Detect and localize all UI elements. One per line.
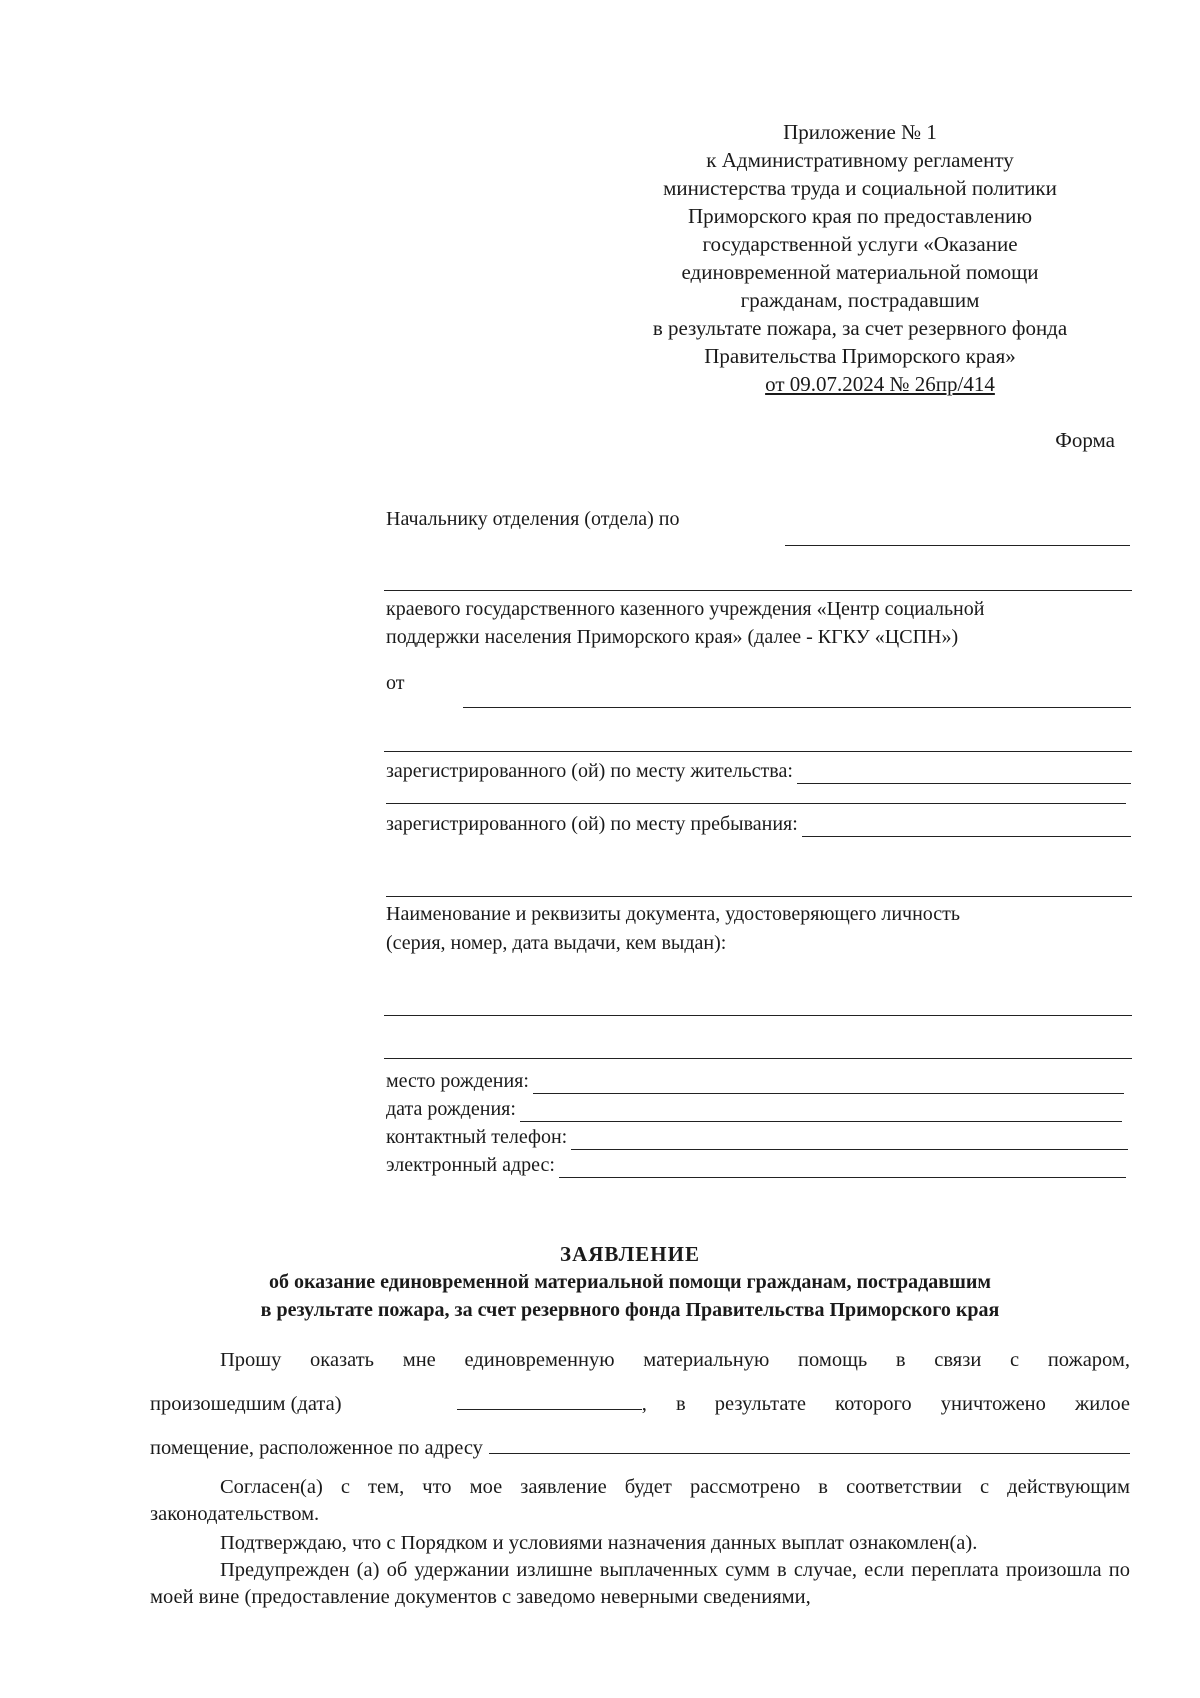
registered-stay-row <box>386 811 1131 837</box>
id-document-field[interactable] <box>384 1015 1132 1016</box>
birthplace-field[interactable] <box>533 1073 1124 1094</box>
statement-body <box>150 1347 1130 1611</box>
registered-residence-label: зарегистрированного (ой) по месту жительства: <box>386 760 793 782</box>
body-p2: Согласен(а) с тем, что мое заявление будет рассмотрено в соответствии с действующим законодательством. <box>150 1476 1130 1525</box>
institution-line1: краевого государственного казенного учреждения «Центр социальной <box>386 598 985 620</box>
appendix-reference: от 09.07.2024 № 26пр/414 <box>765 372 995 396</box>
appendix-line: Правительства Приморского края» <box>704 344 1016 368</box>
statement-subtitle-line2: в результате пожара, за счет резервного фонда Правительства Приморского края <box>260 1299 1000 1321</box>
body-p1-line3 <box>150 1435 1130 1462</box>
registered-residence-row <box>386 758 1131 784</box>
birthdate-field[interactable] <box>520 1101 1122 1122</box>
email-row <box>386 1152 1126 1178</box>
appendix-line: в результате пожара, за счет резервного фонда <box>652 316 1068 340</box>
statement-subtitle-line1: об оказание единовременной материальной помощи гражданам, пострадавшим <box>268 1271 992 1293</box>
body-p1-line2-b: , в результате которого уничтожено жилое <box>641 1393 1130 1415</box>
to-head-label: Начальнику отделения (отдела) по <box>386 508 680 530</box>
body-p1-line2-a: произошедшим (дата) <box>150 1393 342 1415</box>
birthplace-label: место рождения: <box>386 1070 529 1092</box>
body-p1-line2 <box>150 1391 1130 1418</box>
phone-row <box>386 1124 1128 1150</box>
registered-stay-label: зарегистрированного (ой) по месту пребывания: <box>386 813 798 835</box>
appendix-line: Приложение № 1 <box>783 120 937 144</box>
applicant-name-field[interactable] <box>463 707 1131 708</box>
department-field-line2[interactable] <box>384 590 1132 591</box>
appendix-line: к Административному регламенту <box>706 148 1014 172</box>
id-document-label-line2: (серия, номер, дата выдачи, кем выдан): <box>386 932 727 954</box>
appendix-line: единовременной материальной помощи <box>681 260 1039 284</box>
phone-field[interactable] <box>571 1129 1128 1150</box>
phone-label: контактный телефон: <box>386 1126 568 1148</box>
appendix-line: Приморского края по предоставлению <box>687 204 1033 228</box>
fire-date-field[interactable] <box>457 1391 642 1410</box>
institution-line2: поддержки населения Приморского края» (далее - КГКУ «ЦСПН») <box>386 626 959 648</box>
body-p1-line3-label: помещение, расположенное по адресу <box>150 1437 483 1459</box>
birthplace-row <box>386 1068 1124 1094</box>
id-document-label-line1: Наименование и реквизиты документа, удостоверяющего личность <box>386 903 961 925</box>
id-document-field-line2[interactable] <box>384 1058 1132 1059</box>
fire-address-field[interactable] <box>489 1435 1130 1454</box>
body-p1-line1: Прошу оказать мне единовременную материальную помощь в связи с пожаром, <box>220 1349 1130 1371</box>
appendix-header <box>610 118 1110 398</box>
registered-stay-field[interactable] <box>802 816 1131 837</box>
form-label: Форма <box>1055 428 1115 452</box>
applicant-name-field-line2[interactable] <box>384 751 1132 752</box>
email-label: электронный адрес: <box>386 1154 555 1176</box>
registered-residence-field[interactable] <box>797 763 1131 784</box>
statement-title: ЗАЯВЛЕНИЕ <box>560 1242 700 1266</box>
appendix-line: гражданам, пострадавшим <box>740 288 980 312</box>
appendix-line: министерства труда и социальной политики <box>663 176 1057 200</box>
body-p3: Подтверждаю, что с Порядком и условиями назначения данных выплат ознакомлен(а). <box>220 1532 978 1554</box>
department-field[interactable] <box>785 545 1130 546</box>
email-field[interactable] <box>559 1157 1126 1178</box>
statement-title-block <box>150 1240 1110 1324</box>
registered-stay-field-line2[interactable] <box>386 896 1132 897</box>
from-label: от <box>386 672 405 694</box>
registered-residence-field-line2[interactable] <box>386 803 1126 804</box>
body-p4: Предупрежден (а) об удержании излишне выплаченных сумм в случае, если переплата произошла по моей вине (предоставление документов с заведомо неверными сведениями, <box>150 1559 1130 1608</box>
birthdate-label: дата рождения: <box>386 1098 516 1120</box>
birthdate-row <box>386 1096 1122 1122</box>
appendix-line: государственной услуги «Оказание <box>702 232 1018 256</box>
